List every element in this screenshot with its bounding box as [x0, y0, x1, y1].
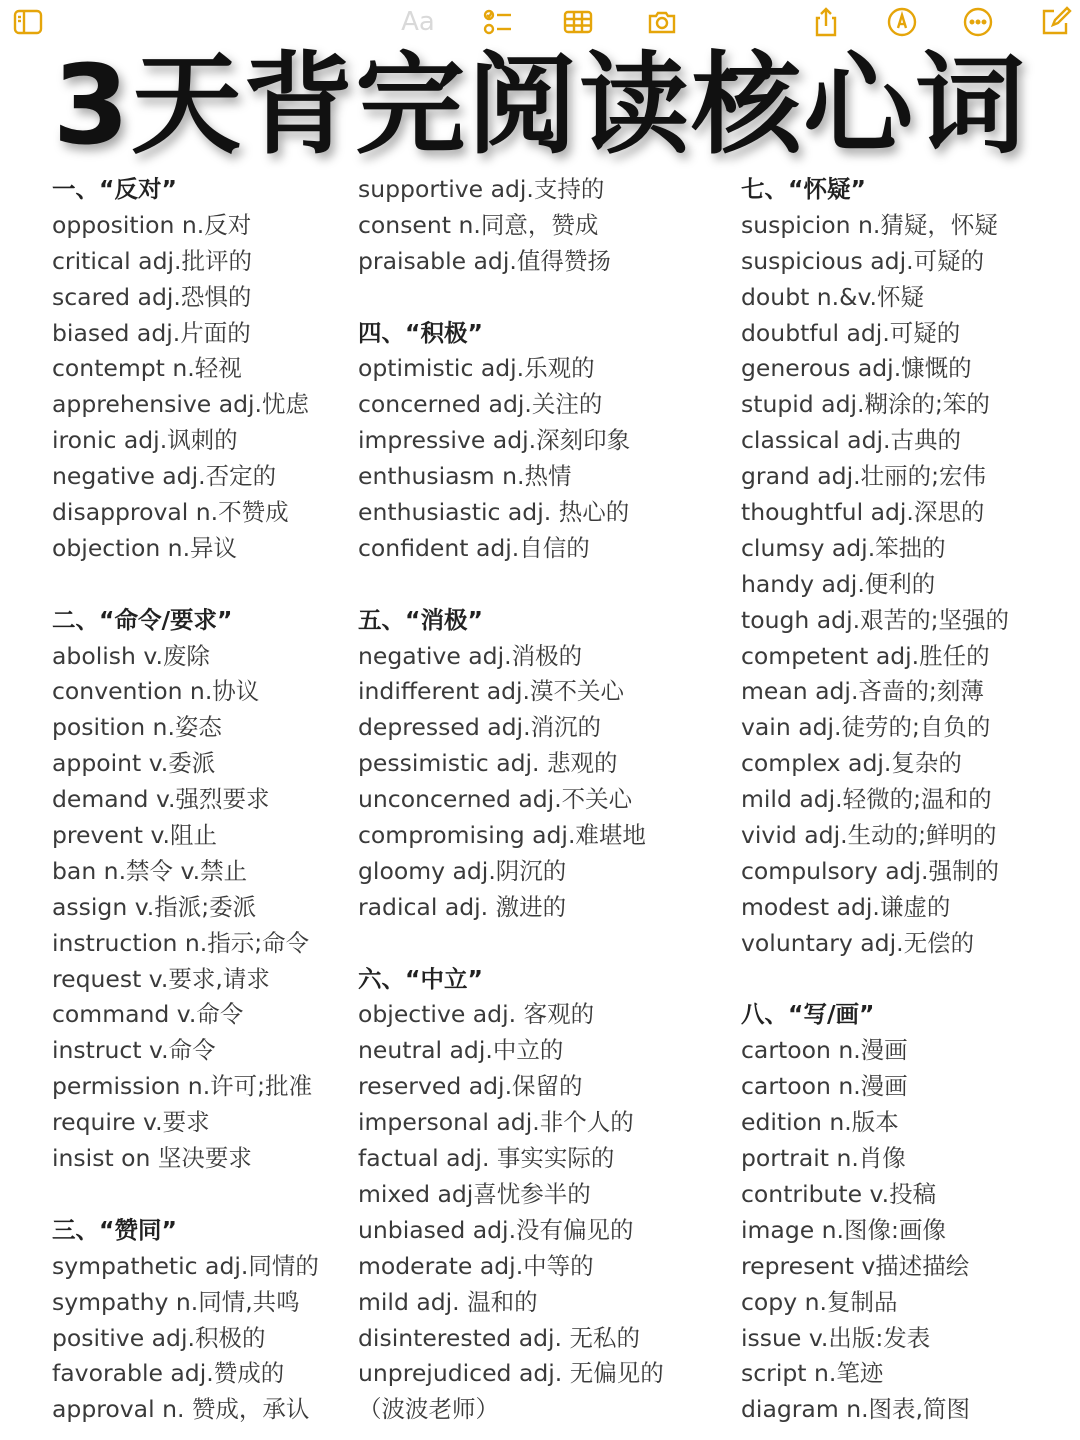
more-icon[interactable]	[960, 4, 996, 40]
vocab-entry: disapproval n.不赞成	[52, 498, 289, 527]
vocab-entry: biased adj.片面的	[52, 318, 251, 347]
section-heading: 八、“写/画”	[741, 1000, 875, 1029]
vocab-entry: ironic adj.讽刺的	[52, 426, 238, 455]
vocab-entry: indifferent adj.漠不关心	[358, 677, 625, 706]
vocab-entry: gloomy adj.阴沉的	[358, 856, 567, 885]
vocab-entry: sympathetic adj.同情的	[52, 1251, 319, 1280]
font-format-button[interactable]	[398, 4, 438, 40]
vocab-entry: compromising adj.难堪地	[358, 821, 646, 850]
vocab-entry: stupid adj.糊涂的;笨的	[741, 390, 990, 419]
vocab-column-1	[52, 172, 352, 1428]
vocab-entry: optimistic adj.乐观的	[358, 354, 595, 383]
page-title: 3天背完阅读核心词	[52, 41, 1028, 169]
vocab-entry: diagram n.图表,简图	[741, 1395, 971, 1424]
vocab-entry: issue v.出版:发表	[741, 1323, 931, 1352]
vocab-entry: position n.姿态	[52, 713, 222, 742]
vocab-entry: grand adj.壮丽的;宏伟	[741, 462, 986, 491]
vocab-entry: thoughtful adj.深思的	[741, 498, 985, 527]
vocab-entry: appoint v.委派	[52, 749, 216, 778]
vocab-entry: competent adj.胜任的	[741, 641, 990, 670]
vocab-entry: doubtful adj.可疑的	[741, 318, 961, 347]
vocab-entry: insist on 坚决要求	[52, 1144, 252, 1173]
vocab-entry: pessimistic adj. 悲观的	[358, 749, 618, 778]
vocab-entry: suspicion n.猜疑，怀疑	[741, 210, 998, 239]
vocab-entry: mean adj.吝啬的;刻薄	[741, 677, 984, 706]
vocab-entry: moderate adj.中等的	[358, 1251, 594, 1280]
spacer-line	[52, 567, 352, 603]
vocab-entry: disinterested adj. 无私的	[358, 1323, 640, 1352]
section-heading: 三、“赞同”	[52, 1215, 177, 1244]
vocab-entry: script n.笔迹	[741, 1359, 884, 1388]
vocab-entry: confident adj.自信的	[358, 533, 590, 562]
vocab-entry: cartoon n.漫画	[741, 1072, 908, 1101]
vocab-entry: unconcerned adj.不关心	[358, 785, 633, 814]
table-icon[interactable]	[560, 4, 596, 40]
vocab-entry: supportive adj.支持的	[358, 175, 605, 203]
section-heading: 四、“积极”	[358, 318, 483, 347]
vocab-entry: contribute v.投稿	[741, 1179, 937, 1208]
markup-icon[interactable]	[884, 4, 920, 40]
spacer-line	[52, 1177, 352, 1213]
vocab-entry: positive adj.积极的	[52, 1323, 266, 1352]
vocab-entry: command v.命令	[52, 1000, 244, 1029]
vocab-entry: mild adj. 温和的	[358, 1287, 538, 1316]
vocab-entry: complex adj.复杂的	[741, 749, 962, 778]
vocab-entry: negative adj.消极的	[358, 641, 583, 670]
vocab-entry: unbiased adj.没有偏见的	[358, 1215, 634, 1244]
vocab-entry: favorable adj.赞成的	[52, 1359, 285, 1388]
vocab-entry: permission n.许可;批准	[52, 1072, 313, 1101]
vocab-entry: portrait n.肖像	[741, 1144, 906, 1173]
vocab-entry: sympathy n.同情,共鸣	[52, 1287, 300, 1316]
vocab-entry: image n.图像:画像	[741, 1215, 946, 1244]
vocab-entry: concerned adj.关注的	[358, 390, 603, 419]
vocab-entry: negative adj.否定的	[52, 462, 277, 491]
vocab-entry: apprehensive adj.忧虑	[52, 390, 310, 419]
vocab-entry: opposition n.反对	[52, 210, 252, 239]
vocab-entry: compulsory adj.强制的	[741, 856, 1000, 885]
section-heading: 一、“反对”	[52, 175, 177, 203]
section-heading: 二、“命令/要求”	[52, 605, 233, 634]
vocab-entry: represent v描述描绘	[741, 1251, 970, 1280]
vocab-entry: vivid adj.生动的;鲜明的	[741, 821, 997, 850]
spacer-line	[358, 280, 728, 316]
vocab-entry: depressed adj.消沉的	[358, 713, 602, 742]
vocab-entry: tough adj.艰苦的;坚强的	[741, 605, 1010, 634]
vocab-column-3	[741, 172, 1076, 1428]
vocab-entry: require v.要求	[52, 1108, 210, 1137]
vocab-entry: （波波老师）	[358, 1395, 499, 1424]
vocab-entry: approval n. 赞成，承认	[52, 1395, 310, 1424]
vocab-entry: abolish v.废除	[52, 641, 210, 670]
share-icon[interactable]	[808, 4, 844, 40]
vocab-entry: generous adj.慷慨的	[741, 354, 972, 383]
vocab-entry: vain adj.徒劳的;自负的	[741, 713, 991, 742]
compose-icon[interactable]	[1038, 4, 1074, 40]
vocab-entry: impersonal adj.非个人的	[358, 1108, 634, 1137]
camera-icon[interactable]	[644, 4, 680, 40]
vocab-column-2	[358, 172, 728, 1428]
vocab-entry: prevent v.阻止	[52, 821, 218, 850]
vocab-entry: mild adj.轻微的;温和的	[741, 785, 992, 814]
vocab-entry: praisable adj.值得赞扬	[358, 246, 611, 275]
vocab-entry: contempt n.轻视	[52, 354, 242, 383]
vocab-entry: cartoon n.漫画	[741, 1036, 908, 1065]
vocab-entry: reserved adj.保留的	[358, 1072, 583, 1101]
vocab-entry: consent n.同意，赞成	[358, 210, 599, 239]
vocab-entry: objective adj. 客观的	[358, 1000, 595, 1029]
vocab-entry: edition n.版本	[741, 1108, 899, 1137]
vocab-entry: copy n.复制品	[741, 1287, 898, 1316]
vocab-entry: critical adj.批评的	[52, 246, 252, 275]
vocab-entry: request v.要求,请求	[52, 964, 270, 993]
vocab-entry: factual adj. 事实实际的	[358, 1144, 615, 1173]
vocab-entry: suspicious adj.可疑的	[741, 246, 985, 275]
vocab-entry: mixed adj喜忧参半的	[358, 1179, 591, 1208]
vocab-entry: handy adj.便利的	[741, 569, 936, 598]
sidebar-icon[interactable]	[10, 4, 46, 40]
vocab-entry: radical adj. 激进的	[358, 892, 567, 921]
vocab-entry: scared adj.恐惧的	[52, 282, 252, 311]
font-format-label: Aa	[401, 7, 435, 37]
spacer-line	[358, 926, 728, 962]
section-heading: 六、“中立”	[358, 964, 483, 993]
checklist-icon[interactable]	[480, 4, 516, 40]
vocab-entry: doubt n.&v.怀疑	[741, 282, 925, 311]
spacer-line	[358, 567, 728, 603]
spacer-line	[741, 962, 1076, 998]
vocab-entry: neutral adj.中立的	[358, 1036, 564, 1065]
vocab-entry: unprejudiced adj. 无偏见的	[358, 1359, 664, 1388]
vocab-entry: demand v.强烈要求	[52, 785, 270, 814]
vocab-entry: voluntary adj.无偿的	[741, 928, 975, 957]
vocab-entry: convention n.协议	[52, 677, 260, 706]
vocab-entry: clumsy adj.笨拙的	[741, 533, 946, 562]
vocab-entry: classical adj.古典的	[741, 426, 962, 455]
vocab-entry: objection n.异议	[52, 533, 238, 562]
vocab-entry: impressive adj.深刻印象	[358, 426, 631, 455]
vocab-entry: ban n.禁令 v.禁止	[52, 856, 248, 885]
vocab-entry: instruct v.命令	[52, 1036, 216, 1065]
vocab-entry: instruction n.指示;命令	[52, 928, 310, 957]
vocab-entry: assign v.指派;委派	[52, 892, 257, 921]
vocab-entry: enthusiasm n.热情	[358, 462, 572, 491]
vocab-entry: modest adj.谦虚的	[741, 892, 951, 921]
section-heading: 五、“消极”	[358, 605, 483, 634]
section-heading: 七、“怀疑”	[741, 175, 866, 203]
vocab-entry: enthusiastic adj. 热心的	[358, 498, 630, 527]
